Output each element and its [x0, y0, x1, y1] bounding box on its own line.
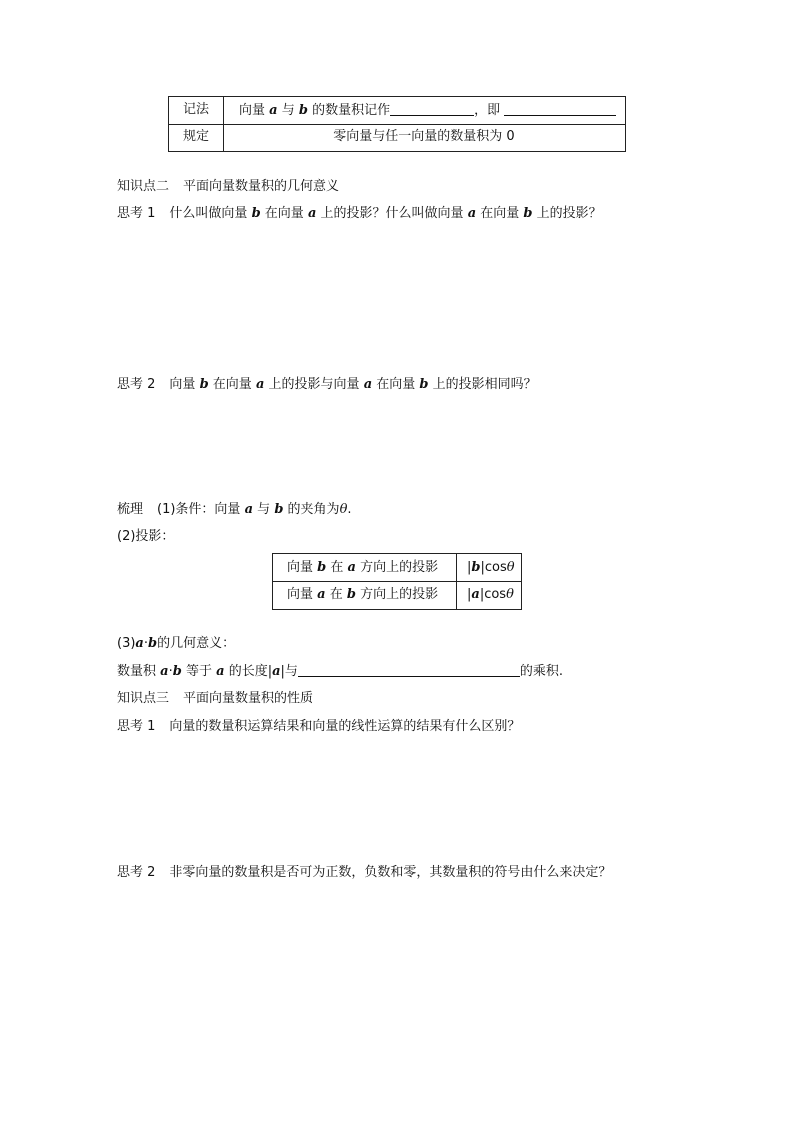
table-divider: [169, 124, 625, 125]
row-label-notation: 记法: [182, 102, 209, 117]
projection-table: [272, 553, 522, 610]
summary-geometric-text: 数量积 a·b 等于 a 的长度|a|与 的乘积.: [117, 664, 564, 679]
question-text: 思考 1 什么叫做向量 b 在向量 a 上的投影？什么叫做向量 a 在向量 b 上的投影？: [117, 206, 602, 221]
table-divider: [456, 554, 457, 609]
fill-blank: [504, 103, 616, 116]
projection-formula: |b|cosθ: [467, 560, 515, 575]
table-divider: [273, 581, 521, 582]
summary-geometric-label: (3)a·b的几何意义：: [117, 636, 236, 651]
projection-formula: |a|cosθ: [467, 587, 514, 602]
summary-projection-label: (2)投影：: [117, 529, 175, 544]
row-label-rule: 规定: [182, 129, 209, 144]
question-text: 思考 1 向量的数量积运算结果和向量的线性运算的结果有什么区别？: [117, 719, 521, 734]
section-heading: 知识点三 平面向量数量积的性质: [117, 691, 314, 706]
fill-blank: [390, 103, 474, 116]
fill-blank: [298, 664, 520, 677]
definition-table: [168, 96, 626, 152]
summary-condition: 梳理 (1)条件：向量 a 与 b 的夹角为θ.: [117, 502, 352, 517]
question-text: 思考 2 向量 b 在向量 a 上的投影与向量 a 在向量 b 上的投影相同吗？: [117, 377, 537, 392]
projection-desc: 向量 a 在 b 方向上的投影: [287, 587, 439, 602]
section-heading: 知识点二 平面向量数量积的几何意义: [117, 179, 340, 194]
projection-desc: 向量 b 在 a 方向上的投影: [287, 560, 439, 575]
question-text: 思考 2 非零向量的数量积是否可为正数，负数和零，其数量积的符号由什么来决定？: [117, 865, 612, 880]
rule-cell: 零向量与任一向量的数量积为 0: [333, 129, 515, 144]
notation-cell: 向量 a 与 b 的数量积记作 ，即: [239, 103, 616, 117]
